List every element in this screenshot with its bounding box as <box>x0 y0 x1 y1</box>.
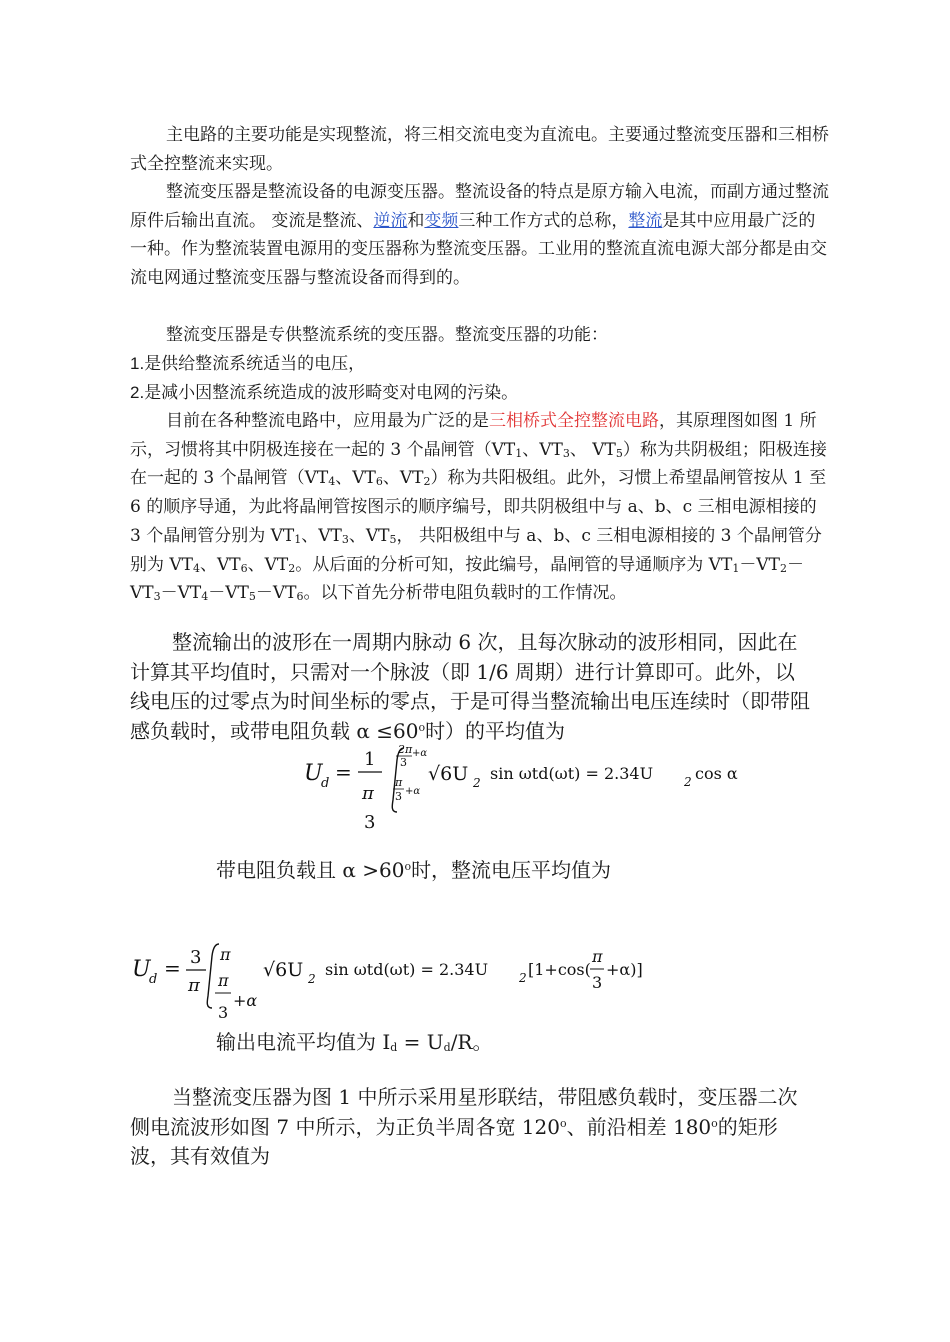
svg-text:2: 2 <box>519 971 527 985</box>
svg-text:π: π <box>362 783 374 804</box>
svg-text:3: 3 <box>364 812 376 833</box>
svg-text:3: 3 <box>190 947 202 968</box>
paragraph-main-circuit <box>130 121 830 178</box>
paragraph-resistive-load <box>216 856 816 886</box>
paragraph-text: 带电阻负载且 $\alpha >60^o$时，整流电压平均值为 <box>216 858 612 882</box>
paragraph-text: 整流变压器是整流设备的电源变压器。整流设备的特点是原方输入电流，而副方通过整流原件后输出直流。 变流是整流、逆流和变频三种工作方式的总称，整流是其中应用最广泛的一种。作为整流装置电源用的变压器称为整流变压器。工业用的整流直流电源大部分都是由交流电网通过整流变压器与整流设备而得到的。 <box>130 182 829 289</box>
paragraph-bridge-circuit <box>130 407 830 608</box>
svg-text:π: π <box>220 945 231 964</box>
svg-text:cos α: cos α <box>695 764 738 783</box>
svg-text:1: 1 <box>364 749 376 770</box>
paragraph-average-voltage <box>130 628 810 746</box>
svg-text:=: = <box>335 760 352 784</box>
svg-text:π: π <box>188 975 200 996</box>
svg-text:2: 2 <box>308 972 316 986</box>
paragraph-text: 主电路的主要功能是实现整流，将三相交流电变为直流电。主要通过整流变压器和三相桥式全控整流来实现。 <box>130 125 829 174</box>
svg-text:3: 3 <box>592 973 603 992</box>
link-frequency-conversion[interactable]: 变频 <box>424 210 459 231</box>
svg-text:+α: +α <box>233 991 258 1010</box>
formula-average-voltage-continuous <box>300 742 740 834</box>
svg-text:2: 2 <box>473 776 481 790</box>
paragraph-text: 目前在各种整流电路中，应用最为广泛的是三相桥式全控整流电路，其原理图如图 1 所示，习惯将其中阴极连接在一起的 3 个晶闸管（$VT_1$、$VT_3$、 $VT_5$）称为共阴极组；阳极连接在一起的 3 个晶闸管（$VT_4$、$VT_6$、$VT_2$）称为共阳极组。此外，习惯上希望晶闸管按从 1 至 6 的顺序导通，为此将晶闸管按图示的顺序编号，即共阴极组中与 a、b、c 三相电源相接的 3 个晶闸管分别为 $VT_1$、$VT_3$、$VT_5$， 共阳极组中与 a、b、c 三相电源相接的 3 个晶闸管分别为 $VT_4$、$VT_6$、$VT_2$。从后面的分析可知，按此编号，晶闸管的导通顺序为 $VT_1-VT_2-VT_3-VT_4-VT_5-VT_6$。以下首先分析带电阻负载时的工作情况。 <box>130 411 827 604</box>
svg-text:√6U: √6U <box>428 763 469 785</box>
list-item: 2.是减小因整流系统造成的波形畸变对电网的污染。 <box>130 382 519 403</box>
paragraph-transformer-function <box>130 321 830 350</box>
svg-text:+α)]: +α)] <box>606 960 643 979</box>
paragraph-output-current <box>216 1028 816 1058</box>
svg-text:U: U <box>132 957 151 982</box>
link-rectification[interactable]: 整流 <box>628 210 663 231</box>
svg-text:3: 3 <box>218 1003 229 1022</box>
svg-text:=: = <box>164 956 181 980</box>
svg-text:[1+cos(: [1+cos( <box>528 960 591 979</box>
svg-text:π: π <box>218 971 229 990</box>
paragraph-secondary-current <box>130 1083 810 1172</box>
list-item: 1.是供给整流系统适当的电压， <box>130 354 366 374</box>
paragraph-text: 输出电流平均值为 $I_d = U_d/R$。 <box>216 1030 493 1054</box>
svg-text:d: d <box>149 972 158 987</box>
paragraph-rectifier-transformer <box>130 178 830 293</box>
svg-text:sin ωtd(ωt) = 2.34U: sin ωtd(ωt) = 2.34U <box>490 764 654 783</box>
svg-text:√6U: √6U <box>263 959 304 981</box>
svg-text:+α: +α <box>412 748 428 759</box>
paragraph-text: 当整流变压器为图 1 中所示采用星形联结，带阻感负载时，变压器二次侧电流波形如图 7 中所示，为正负半周各宽 120$^o$、前沿相差 180$^o$的矩形波，其有效值为 <box>130 1085 798 1168</box>
svg-text:d: d <box>321 776 330 791</box>
svg-text:+α: +α <box>405 786 421 797</box>
svg-text:3: 3 <box>400 756 407 769</box>
svg-text:sin ωtd(ωt) = 2.34U: sin ωtd(ωt) = 2.34U <box>325 960 489 979</box>
svg-text:π: π <box>395 776 403 789</box>
svg-text:2π: 2π <box>398 743 413 756</box>
link-inversion[interactable]: 逆流 <box>373 210 408 231</box>
formula-average-voltage-discontinuous <box>128 938 668 1030</box>
highlight-three-phase-bridge: 三相桥式全控整流电路 <box>489 411 659 431</box>
paragraph-text: 整流变压器是专供整流系统的变压器。整流变压器的功能： <box>166 325 608 345</box>
paragraph-text: 整流输出的波形在一周期内脉动 6 次，且每次脉动的波形相同，因此在计算其平均值时，只需对一个脉波（即 1/6 周期）进行计算即可。此外，以线电压的过零点为时间坐标的零点，于是可得当整流输出电压连续时（即带阻感负载时，或带电阻负载 $\alpha \le 60^o$时）的平均值为 <box>130 630 810 743</box>
svg-text:2: 2 <box>684 775 692 789</box>
svg-text:U: U <box>304 761 323 786</box>
function-list <box>130 350 830 407</box>
svg-text:3: 3 <box>395 790 402 803</box>
svg-text:π: π <box>592 947 603 966</box>
